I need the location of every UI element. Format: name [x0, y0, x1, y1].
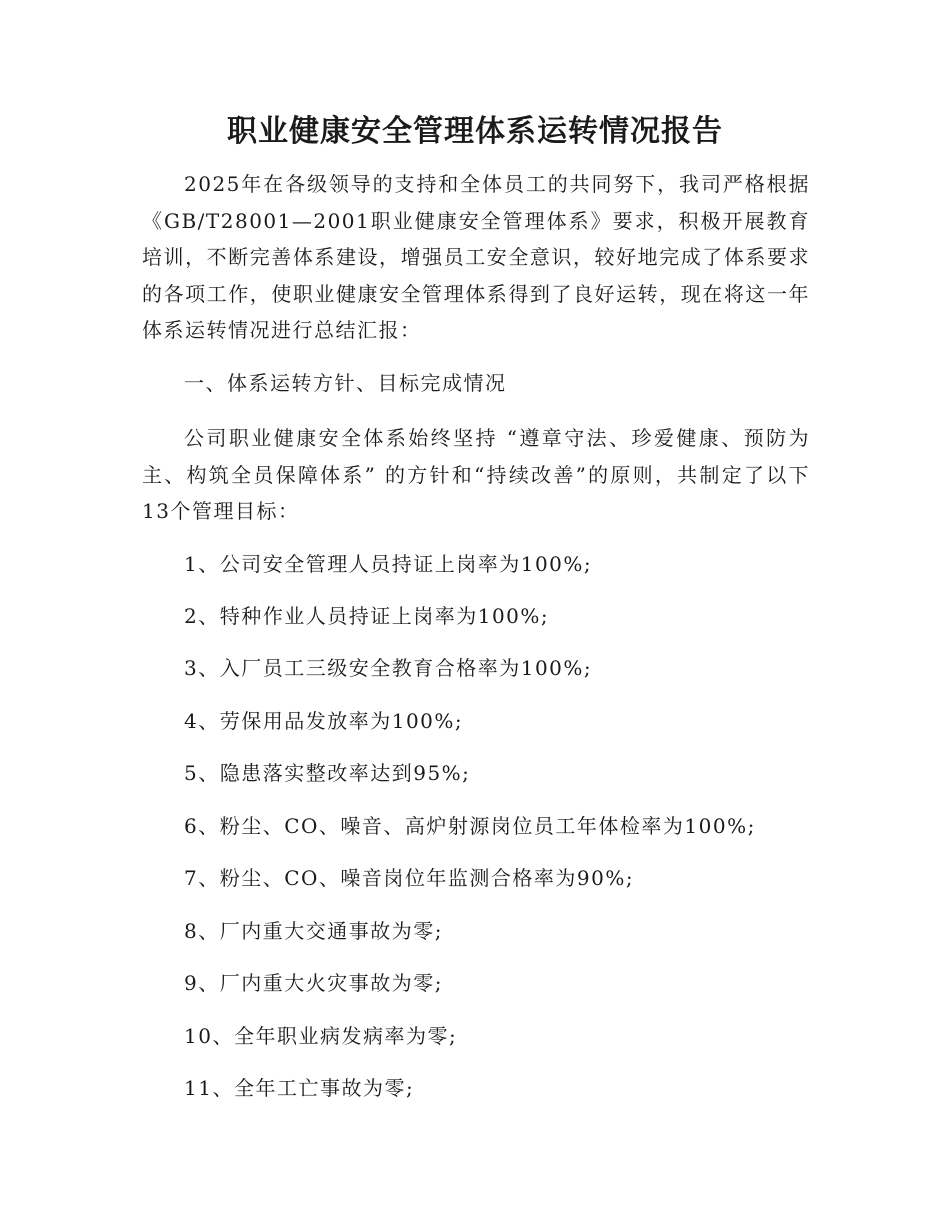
target-item: 9、厂内重大火灾事故为零;	[184, 971, 443, 995]
target-item: 8、厂内重大交通事故为零;	[184, 919, 443, 943]
target-item: 11、全年工亡事故为零;	[184, 1076, 415, 1100]
target-item: 4、劳保用品发放率为100%;	[184, 709, 464, 733]
document-title: 职业健康安全管理体系运转情况报告	[227, 114, 723, 149]
target-item: 3、入厂员工三级安全教育合格率为100%;	[184, 656, 593, 680]
target-item: 10、全年职业病发病率为零;	[184, 1024, 458, 1048]
intro-paragraph: 2025年在各级领导的支持和全体员工的共同努下，我司严格根据《GB/T28001—2001职业健康安全管理体系》要求，积极开展教育培训，不断完善体系建设，增强员工安全意识，较好地完成了体系要求的各项工作，使职业健康安全管理体系得到了良好运转，现在将这一年体系运转情况进行总结汇报：	[142, 172, 810, 342]
principle-paragraph: 公司职业健康安全体系始终坚持 “遵章守法、珍爱健康、预防为主、构筑全员保障体系” 的方针和“持续改善”的原则，共制定了以下13个管理目标：	[142, 426, 810, 523]
target-item: 2、特种作业人员持证上岗率为100%;	[184, 604, 550, 628]
section-heading: 一、体系运转方针、目标完成情况	[184, 371, 507, 395]
target-item: 1、公司安全管理人员持证上岗率为100%;	[184, 552, 593, 576]
target-item: 7、粉尘、CO、噪音岗位年监测合格率为90%;	[184, 866, 635, 890]
target-item: 5、隐患落实整改率达到95%;	[184, 761, 471, 785]
target-item: 6、粉尘、CO、噪音、高炉射源岗位员工年体检率为100%;	[184, 814, 756, 838]
